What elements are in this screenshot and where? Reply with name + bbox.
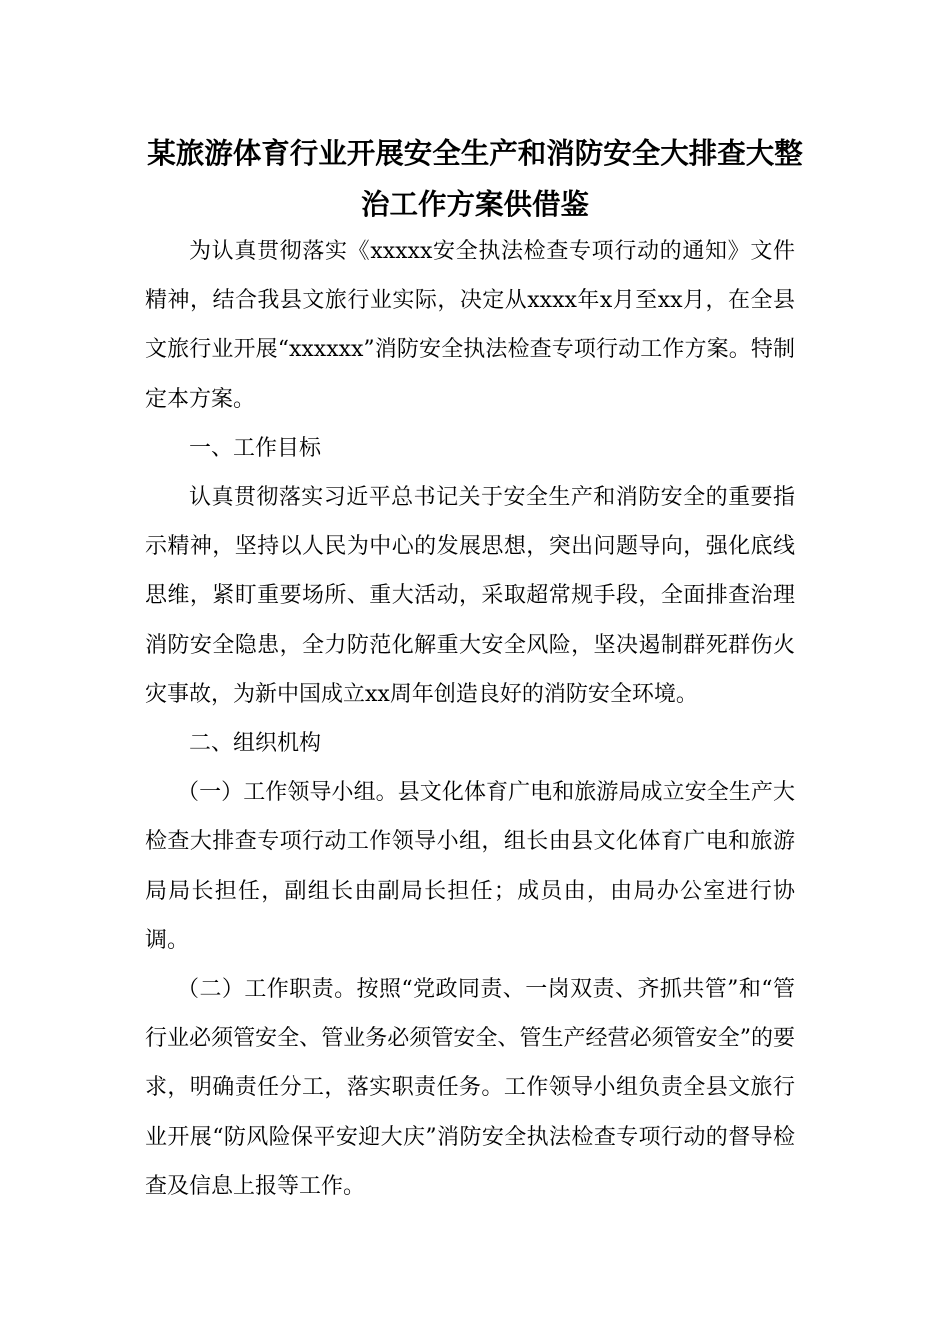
paragraph-goals: 认真贯彻落实习近平总书记关于安全生产和消防安全的重要指示精神，坚持以人民为中心的发展思想，突出问题导向，强化底线思维，紧盯重要场所、重大活动，采取超常规手段，全面排查治理消防安全隐患，全力防范化解重大安全风险，坚决遏制群死群伤火灾事故，为新中国成立xx周年创造良好的消防安全环境。 — [145, 485, 795, 707]
paragraph-intro: 为认真贯彻落实《xxxxx安全执法检查专项行动的通知》文件精神，结合我县文旅行业实际，决定从xxxx年x月至xx月，在全县文旅行业开展“xxxxxx”消防安全执法检查专项行动工作方案。特制定本方案。 — [145, 239, 795, 412]
document-title — [140, 128, 810, 230]
paragraph-leadership-group: （一）工作领导小组。县文化体育广电和旅游局成立安全生产大检查大排查专项行动工作领导小组，组长由县文化体育广电和旅游局局长担任，副组长由副局长担任；成员由，由局办公室进行协调。 — [145, 780, 795, 953]
section-heading-organization: 二、组织机构 — [189, 731, 322, 757]
section-heading-goals: 一、工作目标 — [189, 435, 322, 461]
paragraph-responsibilities: （二）工作职责。按照“党政同责、一岗双责、齐抓共管”和“管行业必须管安全、管业务必须管安全、管生产经营必须管安全”的要求，明确责任分工，落实职责任务。工作领导小组负责全县文旅行业开展“防风险保平安迎大庆”消防安全执法检查专项行动的督导检查及信息上报等工作。 — [145, 977, 795, 1199]
document-title-line-1: 某旅游体育行业开展安全生产和消防安全大排查大整 — [147, 137, 803, 170]
document-body — [145, 227, 795, 1211]
document-title-line-2: 治工作方案供借鉴 — [360, 188, 589, 221]
